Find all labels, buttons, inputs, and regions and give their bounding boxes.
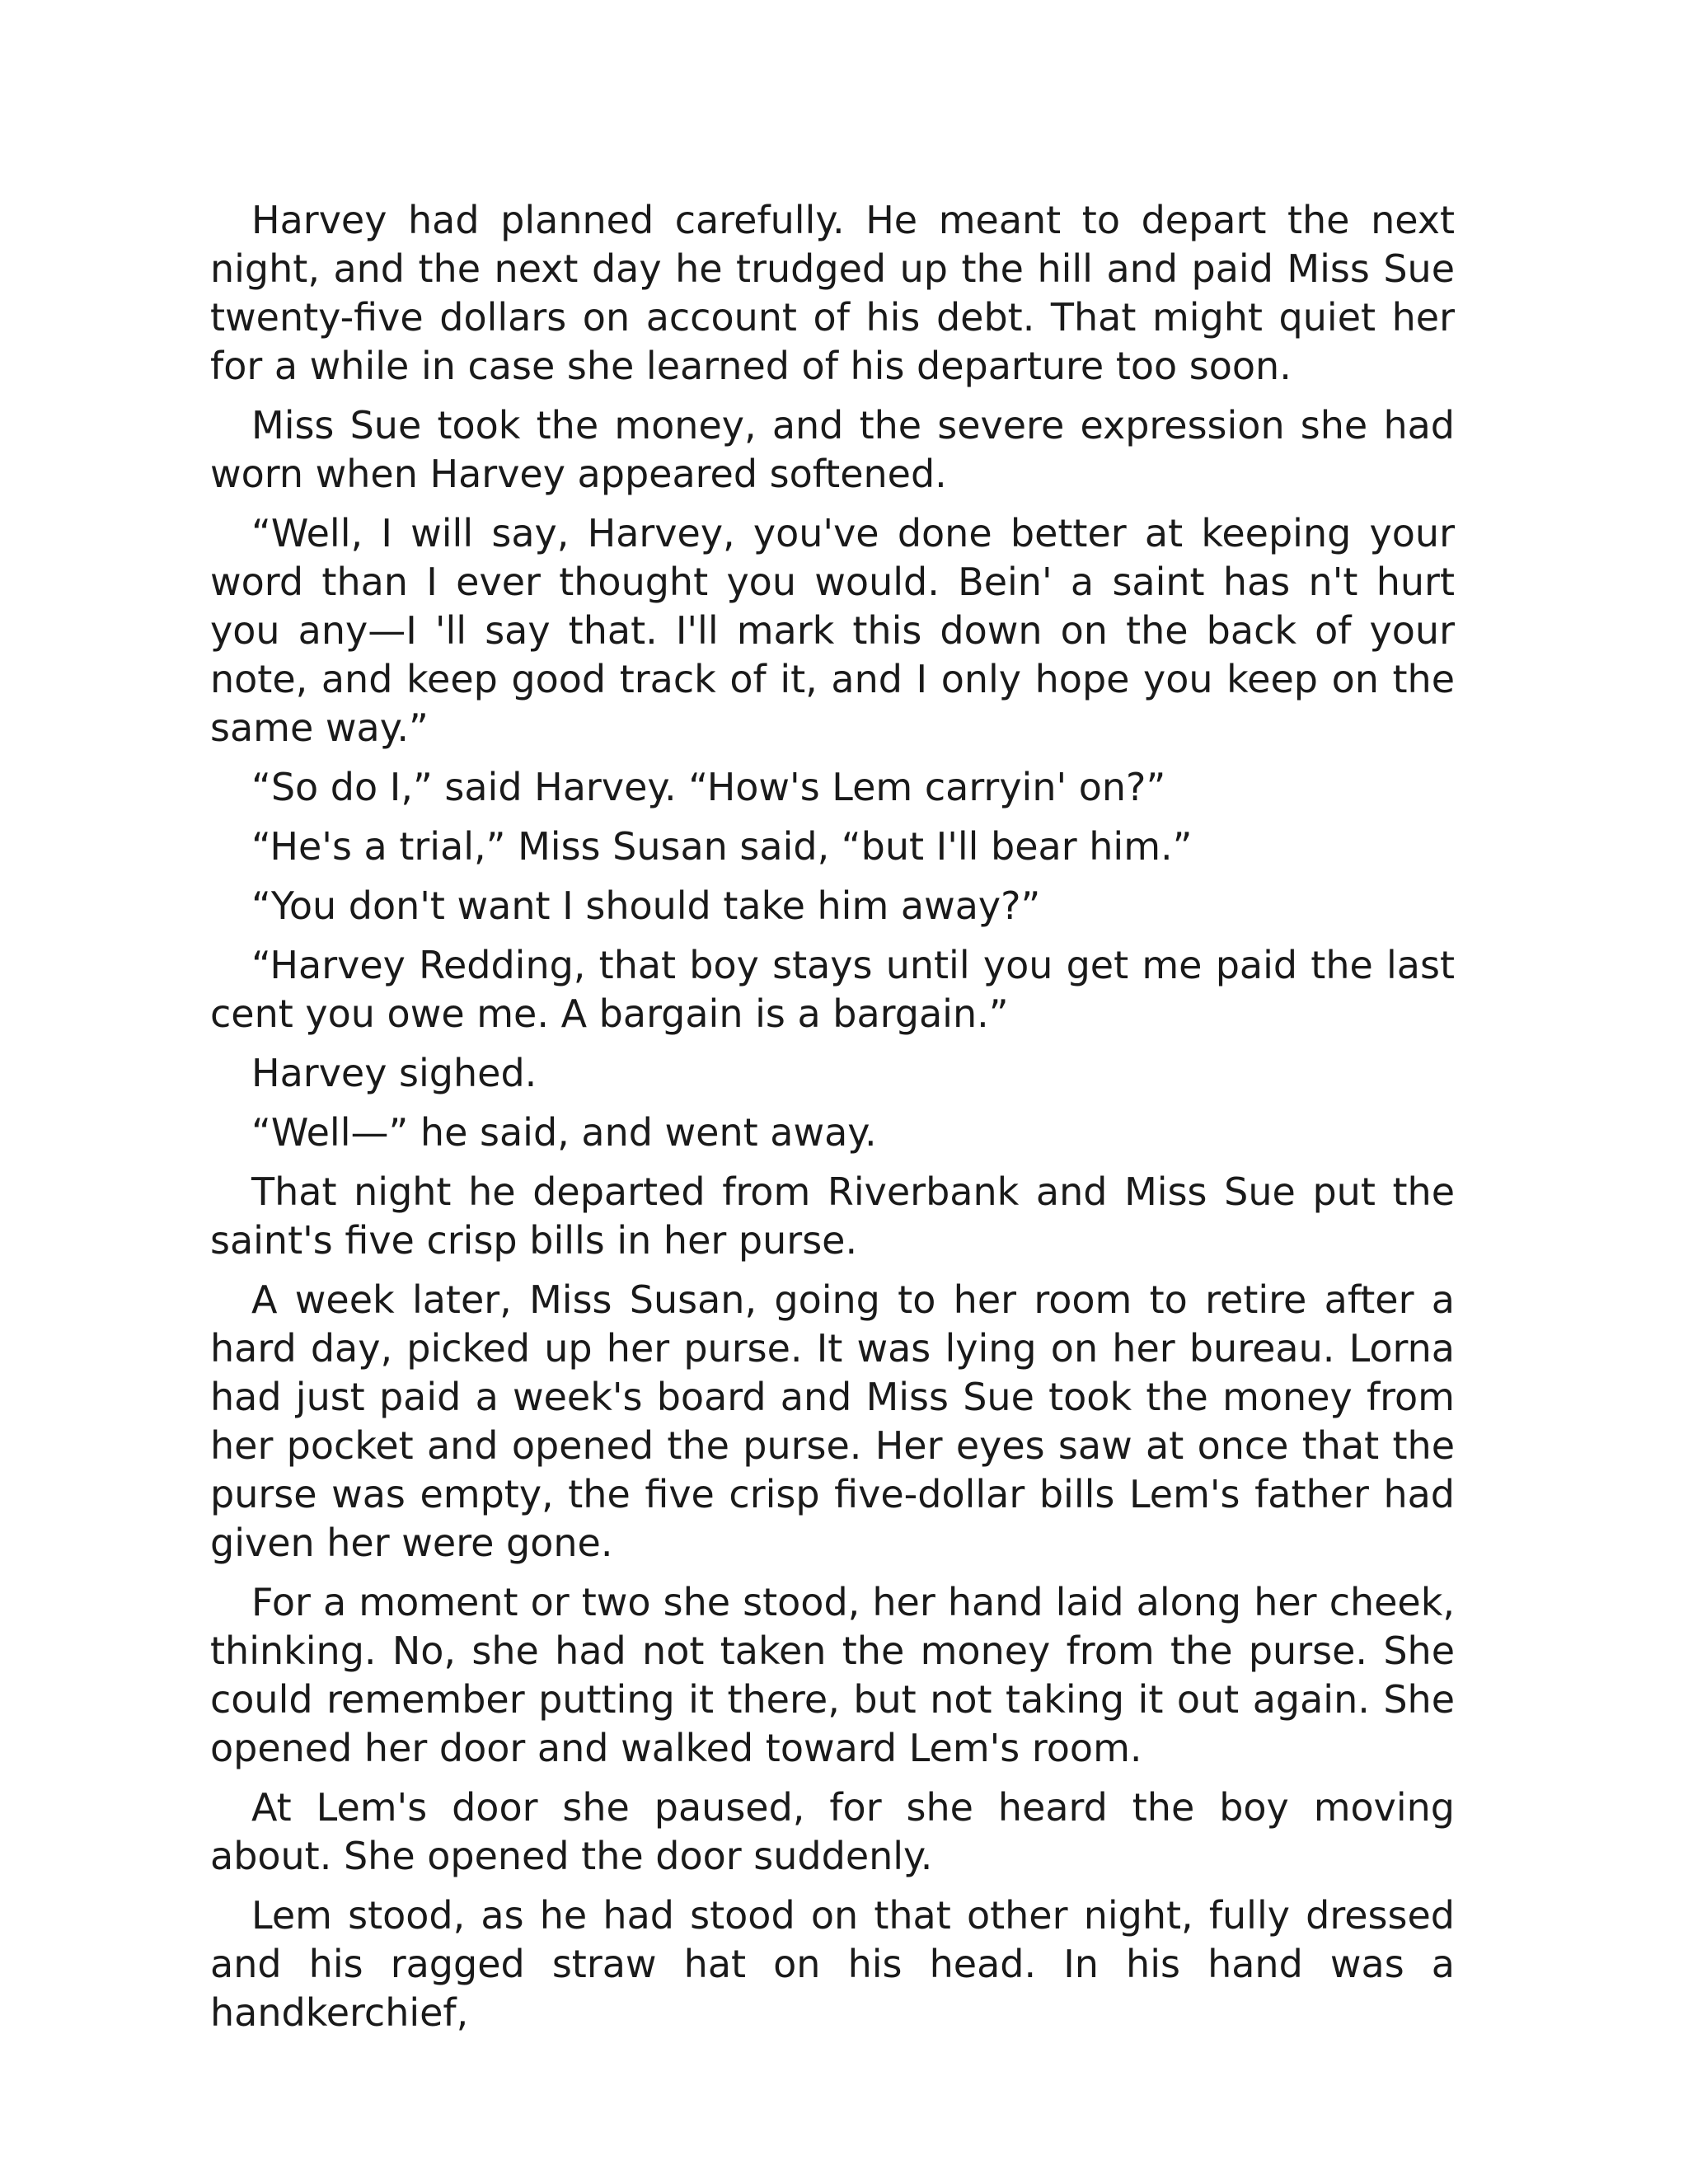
- paragraph: “So do I,” said Harvey. “How's Lem carryin' on?”: [251, 765, 1166, 809]
- paragraph: Harvey had planned carefully. He meant to depart the next night, and the next day he trudged up the hill and paid Miss Sue twenty-five dollars on account of his debt. That might quiet her for a while in case she learned of his departure too soon.: [210, 198, 1455, 388]
- paragraph: At Lem's door she paused, for she heard the boy moving about. She opened the door suddenly.: [210, 1785, 1455, 1878]
- paragraph: Miss Sue took the money, and the severe expression she had worn when Harvey appeared softened.: [210, 403, 1455, 496]
- paragraph: Lem stood, as he had stood on that other night, fully dressed and his ragged straw hat on his head. In his hand was a handkerchief,: [210, 1893, 1455, 2035]
- paragraph: That night he departed from Riverbank and Miss Sue put the saint's five crisp bills in her purse.: [210, 1169, 1455, 1263]
- paragraph: “You don't want I should take him away?”: [251, 883, 1041, 928]
- paragraph: Harvey sighed.: [251, 1051, 537, 1095]
- paragraph: “Harvey Redding, that boy stays until you get me paid the last cent you owe me. A bargain is a bargain.”: [210, 943, 1455, 1036]
- paragraph: “He's a trial,” Miss Susan said, “but I'll bear him.”: [251, 824, 1193, 869]
- book-page: [210, 196, 1455, 2037]
- paragraph: “Well, I will say, Harvey, you've done better at keeping your word than I ever thought you would. Bein' a saint has n't hurt you any—I 'll say that. I'll mark this down on the back of your note, and keep good track of it, and I only hope you keep on the same way.”: [210, 511, 1455, 750]
- paragraph: A week later, Miss Susan, going to her room to retire after a hard day, picked up her purse. It was lying on her bureau. Lorna had just paid a week's board and Miss Sue took the money from her pocket and opened the purse. Her eyes saw at once that the purse was empty, the five crisp five-dollar bills Lem's father had given her were gone.: [210, 1277, 1455, 1565]
- paragraph: “Well—” he said, and went away.: [251, 1110, 877, 1155]
- paragraph: For a moment or two she stood, her hand laid along her cheek, thinking. No, she had not taken the money from the purse. She could remember putting it there, but not taking it out again. She opened her door and walked toward Lem's room.: [210, 1580, 1455, 1770]
